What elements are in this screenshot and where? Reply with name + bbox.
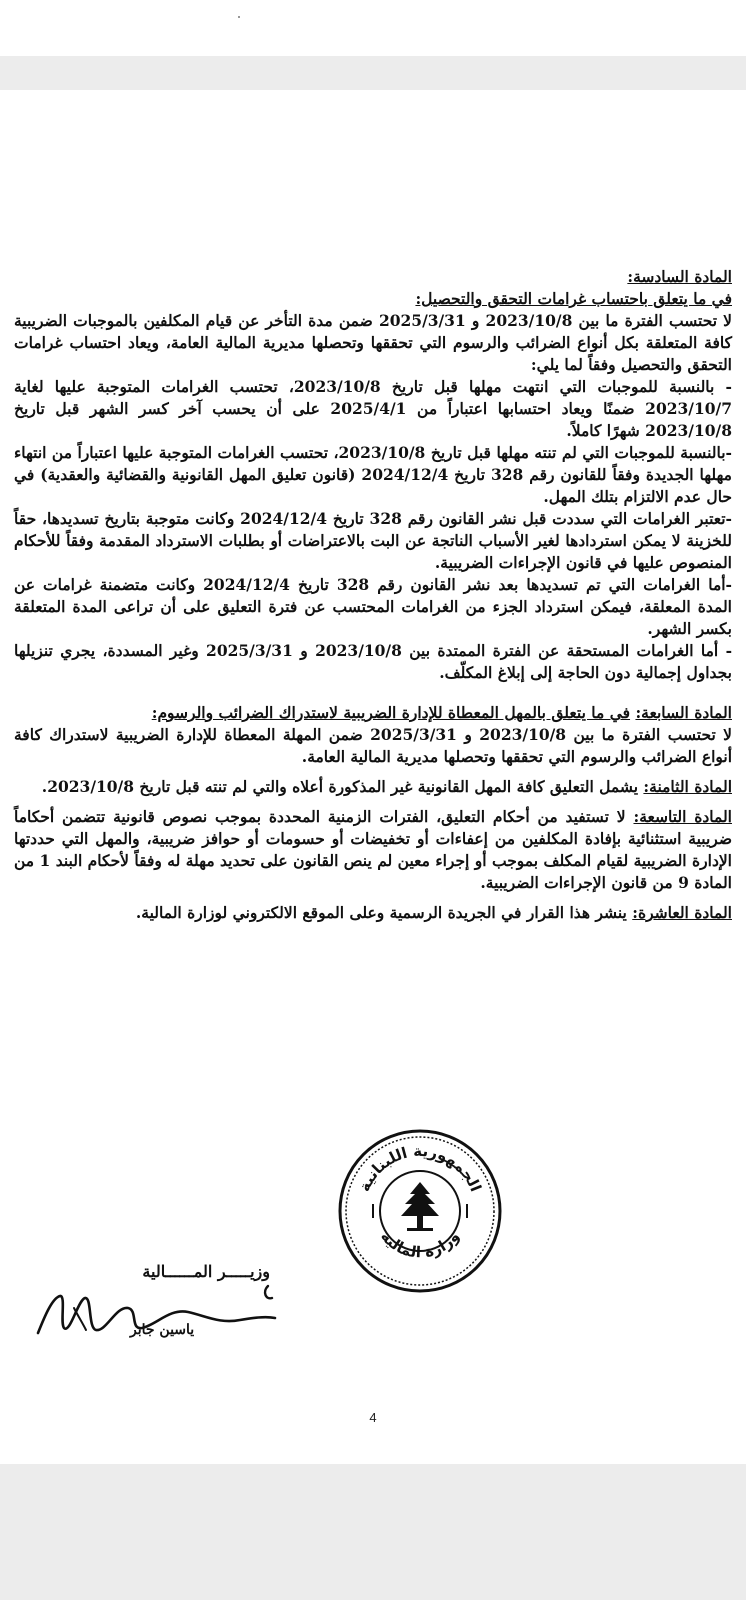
article-8: [14, 776, 732, 798]
article-7-subheading: في ما يتعلق بالمهل المعطاة للإدارة الضريبية لاستدراك الضرائب والرسوم:: [151, 703, 631, 722]
article-6-bullet-1: - بالنسبة للموجبات التي انتهت مهلها قبل تاريخ 2023/10/8، تحتسب الغرامات المتوجبة عليها لغاية 2023/10/7 ضمنًا ويعاد احتسابها اعتباراً من 2025/4/1 على أن يحسب آخر كسر الشهر قبل تاريخ 2023/10/8 شهرًا كاملاً.: [14, 377, 732, 440]
article-6-heading: المادة السادسة:: [627, 267, 732, 286]
article-7-heading: المادة السابعة:: [635, 703, 732, 722]
article-6-subheading: في ما يتعلق باحتساب غرامات التحقق والتحصيل:: [415, 289, 732, 308]
article-9-text: لا تستفيد من أحكام التعليق، الفترات الزمنية المحددة بموجب نصوص قانونية تتضمن أحكاماً ضريبية استثنائية بإفادة المكلفين من إعفاءات أو تخفيضات أو حسومات أو حوافز ضريبية، والمهل التي حددتها الإدارة الضريبية لقيام المكلف بموجب أو إجراء معين لم ينص القانون على تحديد مهلة له وفقاً لأحكام البند 1 من المادة 9 من قانون الإجراءات الضريبية.: [14, 807, 732, 892]
page-number: 4: [369, 1410, 377, 1425]
minister-name: ياسين جابر: [130, 1322, 195, 1338]
seal-bottom-text: وزارة المالية: [377, 1227, 463, 1262]
article-9: [14, 806, 732, 894]
article-10-text: ينشر هذا القرار في الجريدة الرسمية وعلى الموقع الالكتروني لوزارة المالية.: [135, 903, 627, 922]
article-6-intro: لا تحتسب الفترة ما بين 2023/10/8 و 2025/3/31 ضمن مدة التأخر عن قيام المكلفين بالموجبات الضريبية كافة المتعلقة بكل أنواع الضرائب والرسوم التي تحققها وتحصلها مديرية المالية العامة، ويعاد احتساب غرامات التحقق والتحصيل وفقاً لما يلي:: [14, 311, 733, 374]
article-10: [14, 902, 732, 924]
article-6-bullet-4: -أما الغرامات التي تم تسديدها بعد نشر القانون رقم 328 تاريخ 2024/12/4 وكانت متضمنة غرامات عن المدة المعلقة، فيمكن استرداد الجزء من الغرامات المحتسب عن فترة التعليق على أن تراعى المدة المتعلقة بكسر الشهر.: [14, 575, 732, 638]
article-7-text: لا تحتسب الفترة ما بين 2023/10/8 و 2025/3/31 ضمن المهلة المعطاة للإدارة الضريبية لاستدراك كافة أنواع الضرائب والرسوم التي تحققها وتحصلها مديرية المالية العامة.: [14, 725, 733, 766]
article-6-bullet-2: -بالنسبة للموجبات التي لم تنته مهلها قبل تاريخ 2023/10/8، تحتسب الغرامات المتوجبة عليها اعتباراً من انتهاء مهلها الجديدة وفقاً للقانون رقم 328 تاريخ 2024/12/4 (قانون تعليق المهل القانونية والقضائية والعقدية) في حال عدم الالتزام بتلك المهل.: [14, 443, 732, 506]
svg-text:وزارة المالية: [377, 1227, 463, 1261]
document-page: [0, 90, 746, 1464]
cedar-tree-icon: [401, 1182, 439, 1231]
speck-dot: [238, 16, 240, 18]
article-9-heading: المادة التاسعة:: [633, 807, 732, 826]
article-6-bullet-5: - أما الغرامات المستحقة عن الفترة الممتدة بين 2023/10/8 و 2025/3/31 وغير المسددة، يجري تنزيلها بجداول إجمالية دون الحاجة إلى إبلاغ المكلّف.: [14, 641, 732, 682]
document-body: [14, 266, 732, 924]
ministry-seal-stamp: [335, 1126, 505, 1296]
article-10-heading: المادة العاشرة:: [632, 903, 732, 922]
article-6: [14, 266, 732, 684]
article-7: [14, 702, 732, 768]
minister-title: وزيـــــر المــــــالية: [142, 1262, 270, 1281]
seal-top-text: الجمهورية اللبنانية: [355, 1141, 485, 1195]
signature-block: [30, 1260, 270, 1360]
article-8-text: يشمل التعليق كافة المهل القانونية غير المذكورة أعلاه والتي لم تنته قبل تاريخ 2023/10/8.: [41, 777, 639, 796]
article-6-bullet-3: -تعتبر الغرامات التي سددت قبل نشر القانون رقم 328 تاريخ 2024/12/4 وكانت متوجبة بتاريخ تسديدها، حقاً للخزينة لا يمكن استردادها لغير الأسباب الناتجة عن البت بالاعتراضات أو بطلبات الاسترداد المقدمة وفقاً للأحكام المنصوص عليها في قانون الإجراءات الضريبية.: [14, 509, 732, 572]
top-white-strip: [0, 0, 746, 56]
article-8-heading: المادة الثامنة:: [643, 777, 732, 796]
